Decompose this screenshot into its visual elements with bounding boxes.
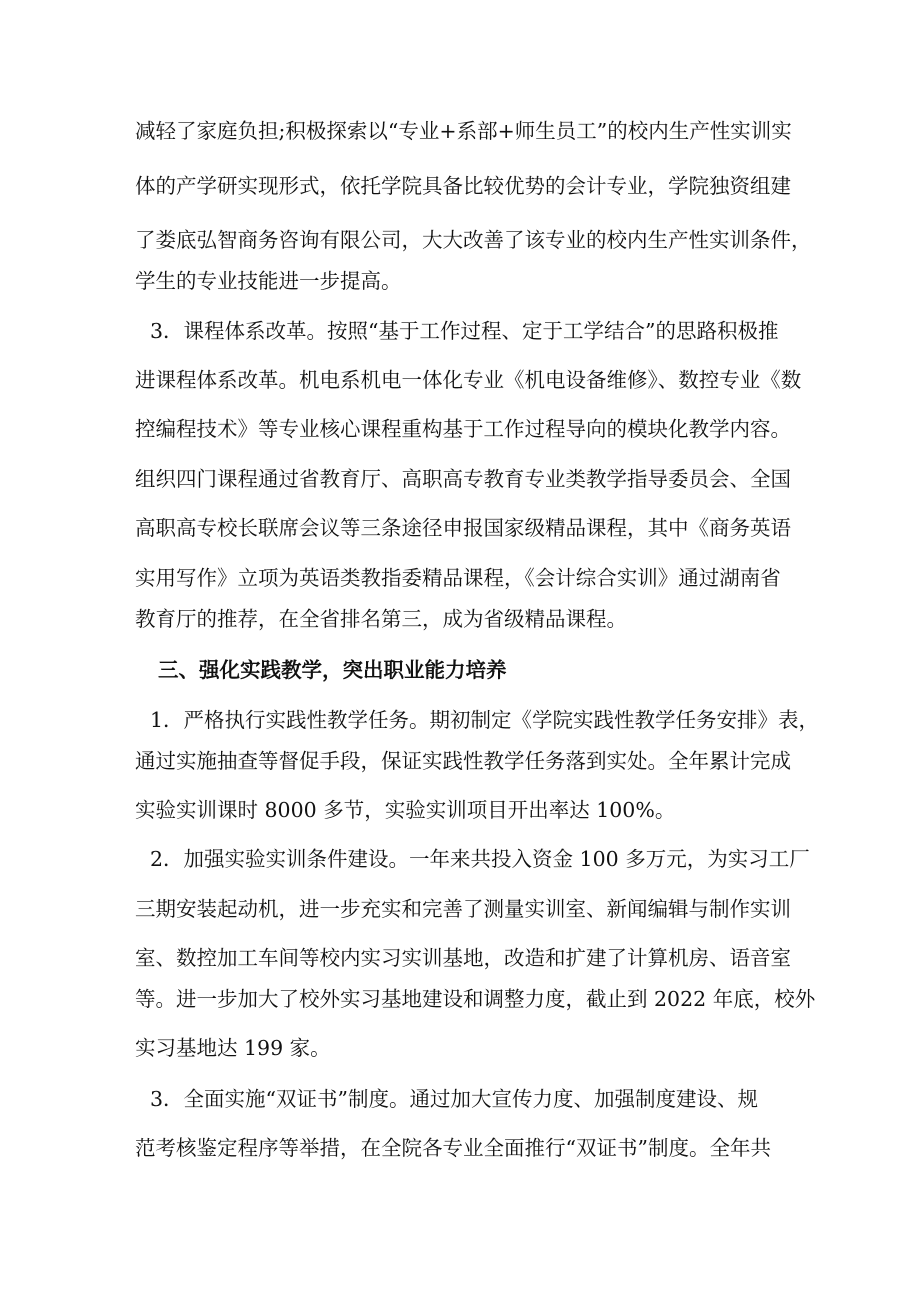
paragraph-line: 学生的专业技能进一步提高。 xyxy=(135,269,402,293)
paragraph-line: 通过实施抽查等督促手段，保证实践性教学任务落到实处。全年累计完成 xyxy=(135,749,791,773)
paragraph-line: 实验实训课时 8000 多节，实验实训项目开出率达 100%。 xyxy=(135,798,676,822)
paragraph-line: 三期安装起动机，进一步充实和完善了测量实训室、新闻编辑与制作实训 xyxy=(135,897,791,921)
paragraph-line: 进课程体系改革。机电系机电一体化专业《机电设备维修》、数控专业《数 xyxy=(135,368,802,392)
paragraph-line: 3．课程体系改革。按照“基于工作过程、定于工学结合”的思路积极推 xyxy=(150,319,779,343)
paragraph-line: 教育厅的推荐，在全省排名第三，成为省级精品课程。 xyxy=(135,607,627,631)
paragraph-line: 范考核鉴定程序等举措，在全院各专业全面推行“双证书”制度。全年共 xyxy=(135,1136,771,1160)
paragraph-line: 室、数控加工车间等校内实习实训基地，改造和扩建了计算机房、语音室 xyxy=(135,946,791,970)
paragraph-line: 体的产学研实现形式，依托学院具备比较优势的会计专业，学院独资组建 xyxy=(135,174,791,198)
paragraph-line: 2．加强实验实训条件建设。一年来共投入资金 100 多万元，为实习工厂 xyxy=(150,847,810,871)
paragraph-line: 等。进一步加大了校外实习基地建设和调整力度，截止到 2022 年底，校外 xyxy=(135,987,816,1011)
paragraph-line: 了娄底弘智商务咨询有限公司，大大改善了该专业的校内生产性实训条件， xyxy=(135,228,812,252)
paragraph-line: 减轻了家庭负担;积极探索以“专业+系部+师生员工”的校内生产性实训实 xyxy=(135,119,792,143)
paragraph-line: 1．严格执行实践性教学任务。期初制定《学院实践性教学任务安排》表， xyxy=(150,708,820,732)
paragraph-line: 实习基地达 199 家。 xyxy=(135,1036,331,1060)
paragraph-line: 3．全面实施“双证书”制度。通过加大宣传力度、加强制度建设、规 xyxy=(150,1087,759,1111)
paragraph-line: 高职高专校长联席会议等三条途径申报国家级精品课程，其中《商务英语 xyxy=(135,516,791,540)
paragraph-line: 实用写作》立项为英语类教指委精品课程，《会计综合实训》通过湖南省 xyxy=(135,566,781,590)
paragraph-line: 组织四门课程通过省教育厅、高职高专教育专业类教学指导委员会、全国 xyxy=(135,467,791,491)
section-heading: 三、强化实践教学，突出职业能力培养 xyxy=(158,658,507,682)
paragraph-line: 控编程技术》等专业核心课程重构基于工作过程导向的模块化教学内容。 xyxy=(135,417,791,441)
